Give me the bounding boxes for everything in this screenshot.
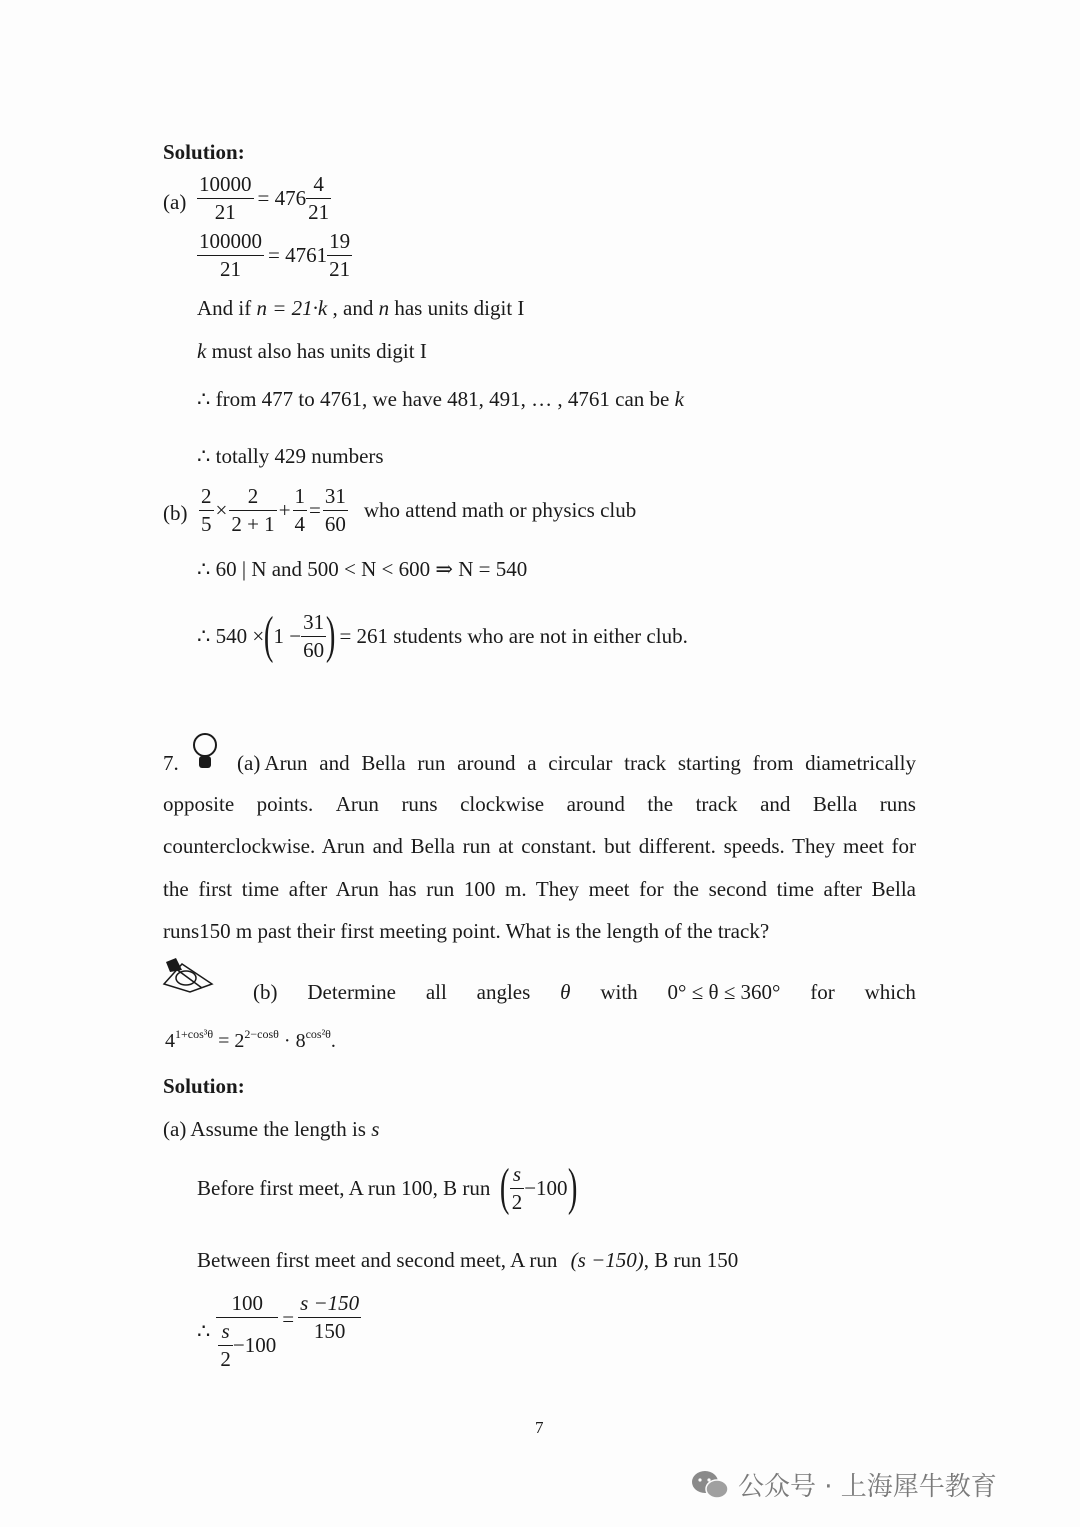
word: around	[457, 751, 516, 775]
text-line: Between first meet and second meet, A run (s −150), B run 150	[197, 1248, 739, 1272]
word: Determine	[307, 980, 396, 1004]
word: which	[864, 980, 916, 1004]
word: all	[425, 980, 447, 1004]
word: the	[647, 792, 674, 816]
equals-value: = 4761	[268, 243, 328, 267]
word: θ	[560, 980, 571, 1004]
fraction-equation-b: $\frac{2}{5}$ × $\frac{2}{2 + 1}$ + $\frac{1}{4}$ = $\frac{31}{60}$ who attend math or physics club	[201, 484, 637, 536]
word: and	[319, 751, 350, 775]
question-number: 7.	[163, 751, 179, 775]
word: (b)	[253, 980, 278, 1004]
word: (a) Arun	[237, 751, 308, 775]
word: 0° ≤ θ ≤ 360°	[667, 980, 781, 1004]
text-line: ∴ 60 | N and 500 < N < 600 ⇒ N = 540	[197, 557, 528, 581]
word: circular	[548, 751, 613, 775]
word: starting	[677, 751, 741, 775]
fraction: $\frac{19}{21}$	[329, 229, 351, 281]
solution-heading-2: Solution:	[163, 1074, 245, 1098]
equals-value: = 476	[257, 186, 307, 210]
word: around	[566, 792, 625, 816]
word: Bella	[361, 751, 406, 775]
wechat-icon	[690, 1469, 730, 1501]
word: clockwise	[460, 792, 545, 816]
text-line: And if n = 21·k , and n has units digit I	[197, 296, 525, 320]
word: track	[624, 751, 667, 775]
fraction: $\frac{10000}{21}$	[199, 172, 252, 224]
word: angles	[476, 980, 531, 1004]
word: Arun	[335, 792, 379, 816]
word: track	[695, 792, 738, 816]
word: and	[760, 792, 791, 816]
part-b-label: (b)	[163, 501, 188, 525]
fraction: $\frac{100000}{21}$	[199, 229, 262, 281]
word: Bella	[812, 792, 858, 816]
word: run	[417, 751, 446, 775]
word: for	[810, 980, 835, 1004]
fraction: $\frac{s}{2}$	[220, 1319, 231, 1371]
equation-line: ∴ 100 $\frac{s}{2}$ −100 = $\frac{s -150}{150}$	[197, 1291, 360, 1371]
question-line-4: the first time after Arun has run 100 m. They meet for the second time after Bella	[163, 877, 916, 901]
fraction: $\frac{4}{21}$	[308, 172, 330, 224]
fraction: 100 $\frac{s}{2}$ −100	[216, 1293, 278, 1370]
word: from	[752, 751, 794, 775]
text-line: (a) Assume the length is s	[163, 1117, 380, 1141]
fraction: $\frac{s -150}{150}$	[300, 1291, 360, 1343]
page-number: 7	[535, 1418, 544, 1437]
fraction: $\frac{1}{4}$	[294, 484, 306, 536]
fraction: $\frac{2}{5}$	[201, 484, 212, 536]
question-line-1	[237, 751, 916, 776]
equation-line: ∴ 540 × ( 1 − $\frac{31}{60}$ ) = 261 students who are not in either club.	[197, 607, 688, 664]
watermark: 公众号 · 上海犀牛教育	[690, 1466, 997, 1503]
word: a	[527, 751, 537, 775]
question-line-3: counterclockwise. Arun and Bella run at constant. but different. speeds. They meet for	[163, 834, 916, 858]
text-line: k must also has units digit I	[197, 339, 427, 363]
text-line: ∴ totally 429 numbers	[197, 444, 384, 468]
question-line-5: runs150 m past their first meeting point. What is the length of the track?	[163, 919, 770, 943]
question-part-b	[253, 980, 916, 1005]
word: with	[600, 980, 638, 1004]
question-line-2	[163, 792, 916, 817]
word: runs	[401, 792, 438, 816]
fraction: $\frac{s}{2}$	[511, 1161, 523, 1214]
equation-line: Before first meet, A run 100, B run ( $\frac{s}{2}$ −100 )	[197, 1159, 577, 1216]
fraction: $\frac{2}{2 + 1}$	[231, 484, 275, 536]
question-equation: $4^{1+cos^3\theta} = 2^{2-cos\theta} \cdot 8^{cos^2\theta}$.	[165, 1027, 336, 1052]
word: points.	[256, 792, 314, 816]
lightbulb-icon	[190, 732, 220, 772]
difficulty-icon	[162, 954, 214, 994]
solution-heading: Solution:	[163, 140, 245, 164]
fraction-equation-1	[197, 174, 331, 223]
word: opposite	[163, 792, 235, 816]
word: runs	[879, 792, 916, 816]
text-line: ∴ from 477 to 4761, we have 481, 491, … , 4761 can be k	[197, 387, 684, 411]
fraction-equation-2	[197, 231, 352, 280]
word: diametrically	[805, 751, 916, 775]
fraction: $\frac{31}{60}$	[324, 484, 346, 536]
fraction: $\frac{31}{60}$	[303, 609, 325, 662]
part-a-label: (a)	[163, 190, 187, 214]
